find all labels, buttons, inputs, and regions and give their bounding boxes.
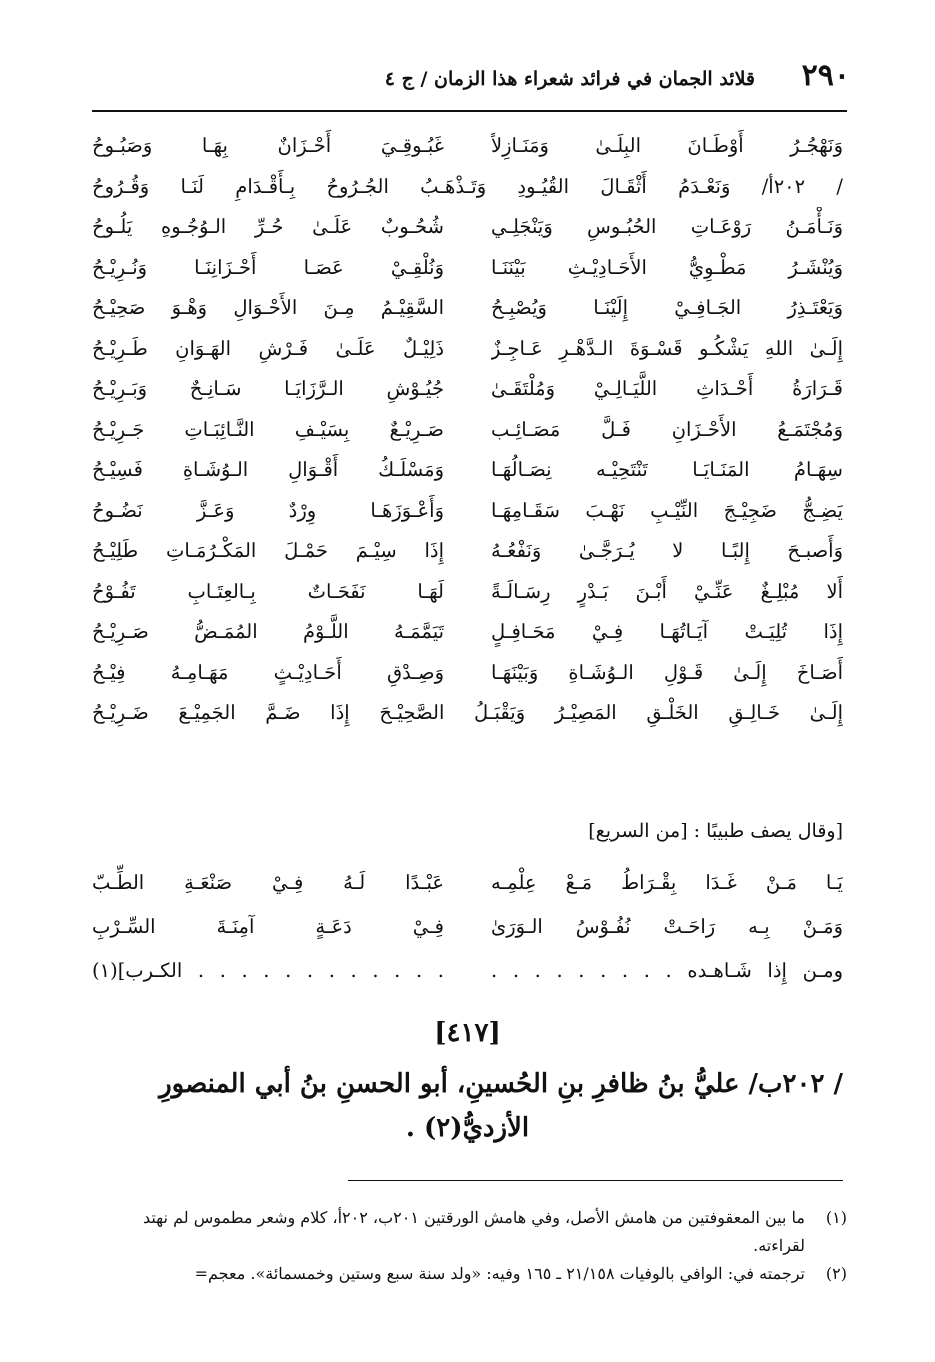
verse-second-hemistich: فِـيْ دَعَـةٍ آمِنَـةَ السِّـرْبِ: [92, 915, 444, 938]
verse-line: [92, 653, 843, 694]
verse-first-hemistich: وَيُنْشَـرُ مَطْـوِيُّ الأَحَـادِيْـثِ بَيْنَنَـا: [491, 255, 843, 279]
footnote-rule: [348, 1180, 843, 1181]
poem-intro: [وقال يصف طبيبًا : [من السريع]: [588, 820, 843, 842]
footnotes: [90, 1204, 847, 1288]
verse-line: [92, 410, 843, 451]
verse-first-hemistich: وَيَعْتَـذِرُ الجَـافِـيْ إِلَيْنَـا وَيُصْبِـحُ: [491, 296, 843, 319]
footnote-number: (١): [825, 1208, 847, 1227]
verse-line: [92, 862, 843, 906]
verse-first-hemistich: وَمَـنْ بِـه رَاحَـتْ نُفُـوْسُ الـوَرَىٰ: [491, 915, 843, 938]
verse-first-hemistich: أَلا مُبْلِـغٌ عَنِّـيْ أَبْـنَ بَـدْرٍ رِسَـالَـةً: [491, 579, 843, 603]
verse-first-hemistich: وَأَصبـحَ إِلبًـا لا يُـرَجَّـىٰ وَنَفْعُـهُ: [491, 539, 843, 562]
verse-first-hemistich: يَضِـجُّ ضَجِيْـجَ النِّيْـبِ نَهْـبَ سَقَـامِهَـا: [491, 498, 843, 522]
footnote: [90, 1204, 847, 1260]
verse-line: [92, 329, 843, 370]
verse-line: [92, 531, 843, 572]
verse-line: [92, 450, 843, 491]
verse-second-hemistich: وَمَسْلَـكُ أَقْـوَالِ الـوُشَـاةِ فَسِيْـحُ: [92, 458, 444, 481]
verse-second-hemistich: شُحُـوبٌ عَلَـىٰ حُـرِّ الـوُجُـوهِ يَلُـوحُ: [92, 215, 444, 238]
verse-second-hemistich: صَـرِيْـعٌ بِسَيْـفِ النَّـائِبَـاتِ جَـرِيْـحُ: [92, 417, 444, 441]
verse-line: [92, 369, 843, 410]
second-poem: [92, 862, 843, 994]
verse-second-hemistich: إِذَا سِيْـمَ حَمْـلَ المَكْـرُمَـاتِ طَلِيْـحُ: [92, 539, 444, 562]
footnote-text: ترجمته في: الوافي بالوفيات ٢١/١٥٨ ـ ١٦٥ وفيه: «ولد سنة سبع وستين وخمسمائة». معجم=: [194, 1264, 805, 1283]
footnote-text: ما بين المعقوفتين من هامش الأصل، وفي هامش الورقتين ٢٠١ب، ٢٠٢أ، كلام وشعر مطموس لم نهتد لقراءته.: [142, 1208, 805, 1255]
biography-heading: [92, 1062, 843, 1150]
verse-second-hemistich: وَصِـدْقِ أَحَـادِيْـثٍ مَهَـامِـهُ فِيْـحُ: [92, 660, 444, 684]
verse-first-hemistich: وَمُجْتَمَـعُ الأَحْـزَانِ فَـلَّ مَصَـائِـب: [491, 417, 843, 441]
verse-line: [92, 906, 843, 950]
verse-second-hemistich: تَيَمَّمَـهُ اللَّـوْمُ المُمَـضُّ صَـرِيْـحُ: [92, 620, 444, 643]
running-title: قلائد الجمان في فرائد شعراء هذا الزمان / ج ٤: [384, 68, 755, 90]
verse-first-hemistich: وَنَـأْمَـنُ رَوْعَـاتِ الحُبُـوسِ وَيَنْجَلِـي: [491, 215, 843, 238]
verse-line: [92, 207, 843, 248]
verse-first-hemistich: ومـن إِذا شَـاهـده . . . . . . . . .: [491, 959, 843, 982]
entry-number: [٤١٧]: [434, 1018, 501, 1048]
verse-first-hemistich: قَـرَارَةُ أَحْـدَاثِ اللَّيَـالِـيْ وَمُلْتَقَـىٰ: [491, 377, 843, 400]
footnote-number: (٢): [825, 1264, 847, 1283]
verse-first-hemistich: سِهَـامُ المَنَـايَـا تَنْتَحِيْـه نِصَـالُهَـا: [491, 458, 843, 481]
verse-first-hemistich: يَـا مَـنْ غَـدَا بِقْـرَاطُ مَـعْ عِلْمِـه: [491, 871, 843, 894]
header-rule: [92, 110, 847, 112]
verse-line: [92, 693, 843, 734]
verse-line: [92, 126, 843, 167]
verse-second-hemistich: . . . . . . . . . . . . الكـرب](١): [92, 959, 444, 982]
verse-full-line: / ٢٠٢أ/ وَنَعْـدَمُ أَثْقَـالَ القُيُـودِ وَتَـذْهَـبُ الجُـرُوحُ بِـأَقْـدَامِ لَنَـا وَقُـرُوحُ: [92, 174, 843, 198]
verse-full-line: إِلَـىٰ خَـالِـقِ الخَلْـقِ المَصِيْـرُ وَيَقْبَـلُ الصَّحِيْـحَ إِذَا ضَـمَّ الجَمِيْـعَ ضَـرِيْـحُ: [92, 701, 843, 724]
verse-second-hemistich: ذَلِيْـلٌ عَلَـىٰ فَـرْشِ الهَـوَانِ طَـرِيْـحُ: [92, 336, 444, 360]
verse-second-hemistich: جُيُـوْشِ الـرَّزَايَـا سَـانِـحٌ وَبَـرِيْـحُ: [92, 377, 444, 400]
verse-line: [92, 612, 843, 653]
verse-second-hemistich: وَنُلْقِـيْ عَصَـا أَحْـزَانِنَـا وَنُـرِيْـحُ: [92, 255, 444, 279]
verse-line: [92, 572, 843, 613]
verse-first-hemistich: إِذَا تُلِيَـتْ آيَـاتُهَـا فِـيْ مَحَـافِـلٍ: [491, 620, 843, 643]
footnote: [90, 1260, 847, 1288]
poem-verses: [92, 126, 843, 734]
verse-line: [92, 950, 843, 994]
verse-second-hemistich: لَهَـا نَفَحَـاتٌ بِـالعِتَـابِ تَفُـوْحُ: [92, 579, 444, 603]
page-number: ٢٩٠: [801, 58, 850, 93]
heading-line-1: / ٢٠٢ب/ عليُّ بنُ ظافرِ بنِ الحُسينِ، أبو الحسنِ بنُ أبي المنصورِ: [159, 1069, 843, 1099]
verse-line: [92, 288, 843, 329]
verse-first-hemistich: أَصَـاخَ إِلَـىٰ قَـوْلِ الـوُشَـاةِ وَبَيْنَهَـا: [491, 660, 843, 684]
page-header: [90, 58, 850, 98]
verse-line: [92, 248, 843, 289]
verse-second-hemistich: غَبُـوقِـيَ أَحْـزَانٌ بِهَـا وَصَبُـوحُ: [92, 134, 444, 157]
verse-first-hemistich: وَنَهْجُـرُ أَوْطَـانَ البِلَـىٰ وَمَنَـازِلاً: [491, 134, 843, 157]
heading-line-2: الأزديُّ(٢) .: [405, 1113, 530, 1143]
verse-first-hemistich: إِلَـىٰ اللهِ يَشْكُـو قَسْـوَةَ الـدَّهْـرِ عَـاجِـزٌ: [491, 336, 843, 360]
verse-second-hemistich: السَّقِيْـمُ مِـنَ الأَحْـوَالِ وَهْـوَ صَحِيْـحُ: [92, 296, 444, 319]
verse-line: [92, 167, 843, 208]
verse-line: [92, 491, 843, 532]
verse-second-hemistich: عَبْـدًا لَـهُ فِـيْ صَنْعَـةِ الطِّـبّ: [92, 871, 444, 894]
verse-second-hemistich: وَأَعْـوَزَهَـا وِرْدٌ وَعَـزَّ نَضُـوحُ: [92, 498, 444, 522]
